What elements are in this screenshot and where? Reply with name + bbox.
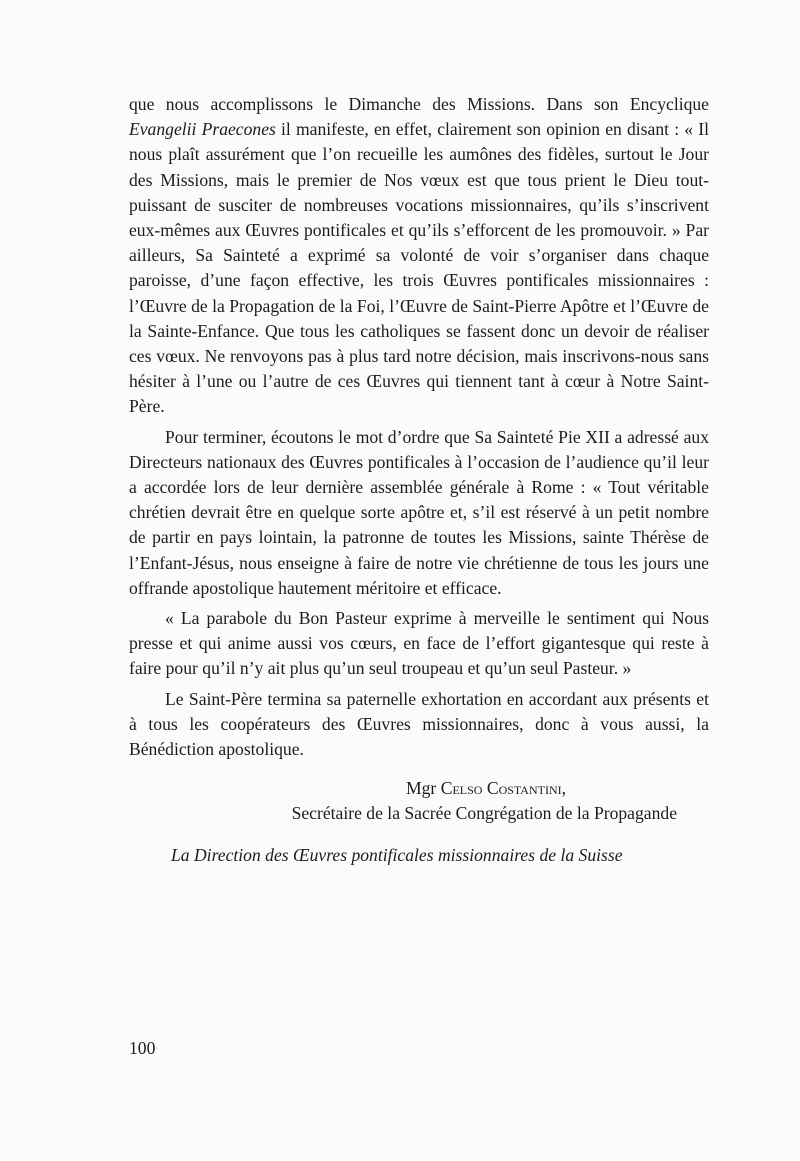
page-number: 100 bbox=[129, 1038, 156, 1058]
signatory-organization: La Direction des Œuvres pontificales missionnaires de la Suisse bbox=[171, 844, 623, 865]
paragraph-1: que nous accomplissons le Dimanche des Missions. Dans son Encyclique Evangelii Praecones il manifeste, en effet, clairement son opinion en disant : « Il nous plaît assurément que l’on recueille les aumônes des fidèles, surtout le Jour des Missions, mais le premier de Nos vœux est que tous prient le Dieu tout-puissant de susciter de nombreuses vocations missionnaires, qu’ils s’inscrivent eux-mêmes aux Œuvres pontificales et qu’ils s’efforcent de les promouvoir. » Par ailleurs, Sa Sainteté a exprimé sa volonté de voir s’organiser dans chaque paroisse, d’une façon effective, les trois Œuvres pontificales missionnaires : l’Œuvre de la Propagation de la Foi, l’Œuvre de Saint-Pierre Apôtre et l’Œuvre de la Sainte-Enfance. Que tous les catholiques se fassent donc un devoir de réaliser ces vœux. Ne renvoyons pas à plus tard notre décision, mais inscrivons-nous sans hésiter à l’une ou l’autre de ces Œuvres qui tiennent tant à cœur à Notre Saint-Père. bbox=[129, 94, 709, 417]
signatory-name: Mgr Celso Costantini, bbox=[405, 778, 566, 799]
signature-block bbox=[129, 776, 709, 868]
paragraph-3: « La parabole du Bon Pasteur exprime à merveille le sentiment qui Nous presse et qui anime aussi vos cœurs, en face de l’effort gigantesque qui reste à faire pour qu’il n’y ait plus qu’un seul troupeau et qu’un seul Pasteur. » bbox=[129, 608, 709, 679]
body-text bbox=[129, 92, 709, 868]
paragraph-4: Le Saint-Père termina sa paternelle exhortation en accordant aux présents et à tous les coopérateurs des Œuvres missionnaires, donc à vous aussi, la Bénédiction apostolique. bbox=[129, 688, 709, 760]
signatory-title: Secrétaire de la Sacrée Congrégation de la Propagande bbox=[291, 803, 677, 824]
paragraph-2: Pour terminer, écoutons le mot d’ordre que Sa Sainteté Pie XII a adressé aux Directeurs nationaux des Œuvres pontificales à l’occasion de l’audience qu’il leur a accordée lors de leur dernière assemblée générale à Rome : « Tout véritable chrétien devrait être en quelque sorte apôtre et, s’il est réservé à un petit nombre de partir en pays lointain, la patronne de toutes les Missions, sainte Thérèse de l’Enfant-Jésus, nous enseigne à faire de notre vie chrétienne de tous les jours une offrande apostolique hautement méritoire et efficace. bbox=[129, 426, 709, 598]
encyclical-title: Evangelii Praecones bbox=[129, 119, 276, 140]
